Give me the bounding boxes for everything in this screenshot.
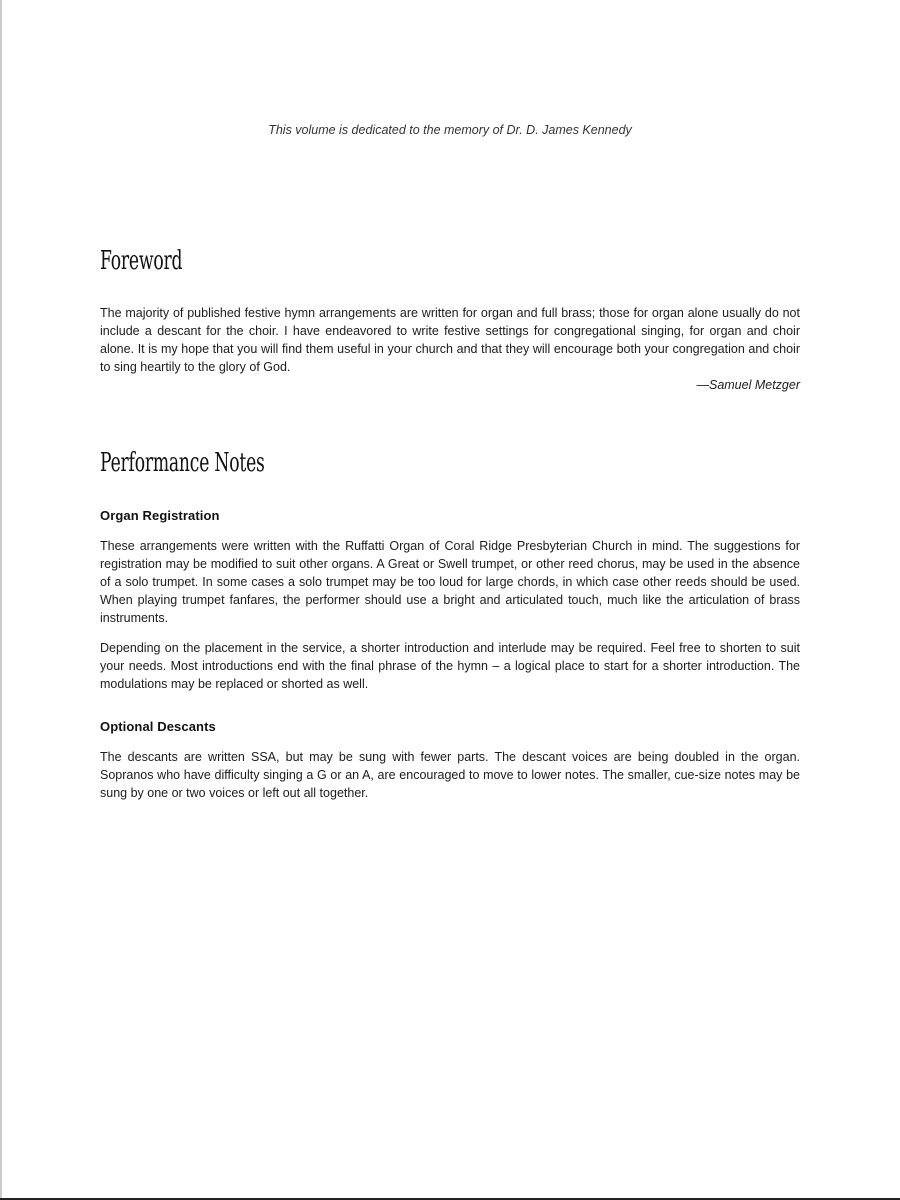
organ-registration-body [100, 537, 800, 627]
foreword-title: Foreword [100, 246, 183, 276]
organ-registration-heading: Organ Registration [100, 508, 220, 523]
performance-notes-title: Performance Notes [100, 448, 265, 478]
foreword-section [100, 246, 800, 276]
foreword-body [100, 304, 800, 394]
optional-descants-heading: Optional Descants [100, 719, 216, 734]
optional-descants-body [100, 748, 800, 802]
optional-descants-paragraph: The descants are written SSA, but may be sung with fewer parts. The descant voices are being doubled in the organ. Sopranos who have difficulty singing a G or an A, are encouraged to move to lower notes. The smaller, cue-size notes may be sung by one or two voices or left out all together. [100, 750, 800, 800]
organ-registration-paragraph-1: These arrangements were written with the Ruffatti Organ of Coral Ridge Presbyterian Church in mind. The suggestions for registration may be modified to suit other organs. A Great or Swell trumpet, or other reed chorus, may be used in the absence of a solo trumpet. In some cases a solo trumpet may be too loud for large chords, in which case other reeds should be used. When playing trumpet fanfares, the performer should use a bright and articulated touch, much like the articulation of brass instruments. [100, 539, 800, 625]
organ-registration-body-2 [100, 639, 800, 693]
performance-notes-section [100, 448, 800, 478]
optional-descants-section [100, 719, 800, 734]
foreword-paragraph: The majority of published festive hymn arrangements are written for organ and full brass; those for organ alone usually do not include a descant for the choir. I have endeavored to write festive settings for congregational singing, for organ and choir alone. It is my hope that you will find them useful in your church and that they will encourage both your congregation and choir to sing heartily to the glory of God. [100, 306, 800, 374]
foreword-signature: —Samuel Metzger [696, 378, 800, 392]
page-left-edge [0, 0, 2, 1200]
dedication-line: This volume is dedicated to the memory of Dr. D. James Kennedy [268, 123, 632, 137]
organ-registration-section [100, 508, 800, 523]
organ-registration-paragraph-2: Depending on the placement in the service, a shorter introduction and interlude may be required. Feel free to shorten to suit your needs. Most introductions end with the final phrase of the hymn – a logical place to start for a shorter introduction. The modulations may be replaced or shorted as well. [100, 641, 800, 691]
